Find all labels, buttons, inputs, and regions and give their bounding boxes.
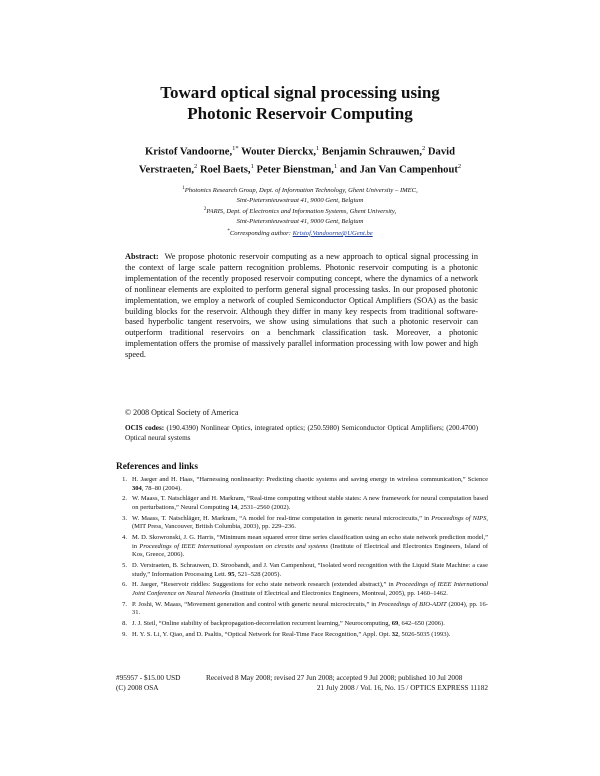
reference-pages: , (MIT Press, Vancouver, British Columbia, 2003), pp. 229–236.	[132, 514, 488, 531]
reference-number: 2.	[122, 495, 127, 503]
reference-text: D. Verstraeten, B. Schrauwen, D. Stroobandt, and J. Van Campenhout, “Isolated word recognition with the Liquid State Machine: a case study,” Information Processing Lett.	[132, 562, 488, 578]
reference-venue: Proceedings of BIO-ADIT	[378, 600, 447, 608]
reference-venue: Proceedings of NIPS	[431, 514, 487, 522]
corresponding-author	[150, 227, 450, 239]
title-line-2: Photonic Reservoir Computing	[187, 104, 413, 123]
reference-item	[116, 534, 488, 560]
reference-number: 5.	[122, 562, 127, 570]
reference-pages: , 521–528 (2005).	[234, 570, 282, 578]
author-3: Benjamin Schrauwen,	[319, 146, 422, 158]
reference-volume: 32	[391, 631, 399, 638]
footer-history: Received 8 May 2008; revised 27 Jun 2008; accepted 9 Jul 2008; published 10 Jul 2008	[206, 673, 463, 682]
reference-pages: , 2531–2560 (2002).	[237, 503, 291, 511]
reference-pages: , 78–80 (2004).	[141, 484, 182, 492]
ocis-label: OCIS codes:	[125, 424, 165, 432]
reference-pages: (2004), pp. 16-31.	[132, 600, 488, 617]
reference-text: M. D. Skowronski, J. G. Harris, “Minimum mean squared error time series classification using an echo state network prediction model,” in	[132, 534, 488, 550]
paper-title	[100, 82, 500, 124]
reference-volume: 69	[391, 620, 399, 628]
reference-number: 1.	[122, 476, 127, 483]
reference-venue: Proceedings of IEEE International symposium on circuits and systems	[139, 542, 328, 550]
title-line-1: Toward optical signal processing using	[160, 83, 440, 102]
affiliation-1	[150, 184, 450, 196]
ocis-codes	[125, 424, 478, 443]
reference-venue: Proceedings of IEEE International Joint Conference on Neural Networks	[132, 581, 488, 598]
reference-text: H. Y. S. Li, Y. Qiao, and D. Psaltis, “Optical Network for Real-Time Face Recognition,” Appl. Opt.	[132, 631, 392, 638]
reference-number: 4.	[122, 534, 127, 542]
reference-number: 8.	[122, 620, 127, 628]
footer-copyright: (C) 2008 OSA	[116, 683, 159, 692]
reference-list	[116, 476, 488, 642]
reference-text: W. Maass, T. Natschläger and H. Markram, “Real-time computing without stable states: A new framework for neural computation based on perturbations,” Neural Computing	[132, 495, 488, 511]
reference-item	[116, 476, 488, 493]
author-2: Wouter Dierckx,	[238, 146, 317, 158]
author-3-affil: 2	[422, 145, 426, 152]
affiliation-1-line-1: Photonics Research Group, Dept. of Information Technology, Ghent University – IMEC,	[184, 187, 418, 195]
author-1-affil: 1*	[232, 145, 239, 152]
reference-pages: , 5026-5035 (1993).	[398, 631, 451, 638]
reference-text: P. Joshi, W. Maass, “Movement generation and control with generic neural microcircuits,” in	[132, 600, 379, 608]
abstract-label: Abstract:	[125, 252, 159, 261]
abstract-text: We propose photonic reservoir computing as a new approach to optical signal processing in the context of large scale pattern recognition problems. Photonic reservoir computing is a photonic implementation of the recently proposed reservoir computing concept, where the dynamics of a network of nonlinear elements are exploited to perform general signal processing tasks. In our proposed photonic implementation, we employ a network of coupled Semiconductor Optical Amplifiers (SOA) as the basic building blocks for the reservoir. Although they differ in many key respects from traditional software-based hyperbolic tangent reservoirs, we show using simulations that such a photonic reservoir can outperform traditional reservoirs on a benchmark classification task. Moreover, a photonic implementation offers the promise of massively parallel information processing with low power and high speed.	[125, 252, 478, 360]
footer-citation: 21 July 2008 / Vol. 16, No. 15 / OPTICS EXPRESS 11182	[316, 683, 488, 692]
reference-text: H. Jaeger, “Reservoir riddles: Suggestions for echo state network research (extended abstract),” in	[132, 581, 396, 589]
author-7-affil: 2	[457, 162, 462, 170]
author-list	[118, 142, 482, 177]
affiliation-2-line-1: PARIS, Dept. of Electronics and Information Systems, Ghent University,	[206, 208, 397, 216]
author-6-affil: 1	[333, 162, 338, 170]
affiliation-2	[150, 205, 450, 217]
reference-number: 7.	[122, 600, 127, 608]
author-7: and Jan Van Campenhout	[337, 164, 458, 176]
references-heading: References and links	[116, 462, 198, 472]
author-4: David Verstraeten,	[138, 146, 455, 176]
reference-item	[116, 601, 488, 618]
reference-number: 3.	[122, 514, 127, 522]
reference-volume: 95	[227, 570, 235, 578]
ocis-text: (190.4390) Nonlinear Optics, integrated optics; (250.5980) Semiconductor Optical Amplifiers; (200.4700) Optical neural systems	[125, 424, 478, 442]
reference-pages: (Institute of Electrical and Electronics Engineers, Montreal, 2005), pp. 1460–1462.	[230, 590, 448, 598]
corresponding-label: Corresponding author:	[229, 229, 293, 237]
corresponding-marker: *	[227, 228, 230, 234]
affiliation-2-address: Sint-Pietersnieuwstraat 41, 9000 Gent, Belgium	[236, 218, 364, 226]
reference-text: H. Jaeger and H. Haas, “Harnessing nonlinearity: Predicting chaotic systems and saving energy in wireless communication,” Science	[132, 476, 488, 483]
reference-number: 6.	[122, 581, 127, 589]
reference-item	[116, 620, 488, 629]
copyright-notice: © 2008 Optical Society of America	[125, 408, 239, 417]
affiliation-1-address: Sint-Pietersnieuwstraat 41, 9000 Gent, Belgium	[236, 196, 364, 204]
reference-item	[116, 631, 488, 640]
affiliations	[150, 184, 450, 239]
author-4-affil: 2	[194, 162, 198, 170]
reference-item	[116, 562, 488, 579]
author-5: Roel Baets,	[197, 164, 251, 176]
reference-number: 9.	[122, 631, 127, 638]
reference-text: W. Maass, T. Natschläger, H. Markram, “A model for real-time computation in generic neural microcircuits,” in	[132, 514, 432, 522]
footer-price: #95957 - $15.00 USD	[116, 673, 181, 682]
reference-text: J. J. Steil, “Online stability of backpropagation-decorrelation recurrent learning,” Neurocomputing,	[132, 620, 392, 628]
reference-item	[116, 515, 488, 532]
corresponding-email-link[interactable]: Kristof.Vandoorne@UGent.be	[292, 229, 373, 237]
affiliation-2-marker: 2	[203, 207, 207, 213]
abstract	[125, 252, 478, 361]
affiliation-1-marker: 1	[182, 186, 185, 191]
reference-item	[116, 581, 488, 598]
reference-pages: (Institute of Electrical and Electronics Engineers, Island of Kos, Greece, 2006).	[132, 542, 488, 559]
author-6: Peter Bienstman,	[253, 164, 334, 176]
author-1: Kristof Vandoorne,	[145, 146, 233, 158]
reference-pages: , 642–650 (2006).	[398, 620, 445, 628]
author-2-affil: 1	[316, 145, 320, 152]
author-5-affil: 1	[250, 162, 254, 170]
reference-item	[116, 495, 488, 512]
reference-volume: 14	[230, 503, 238, 511]
reference-volume: 304	[132, 484, 142, 492]
